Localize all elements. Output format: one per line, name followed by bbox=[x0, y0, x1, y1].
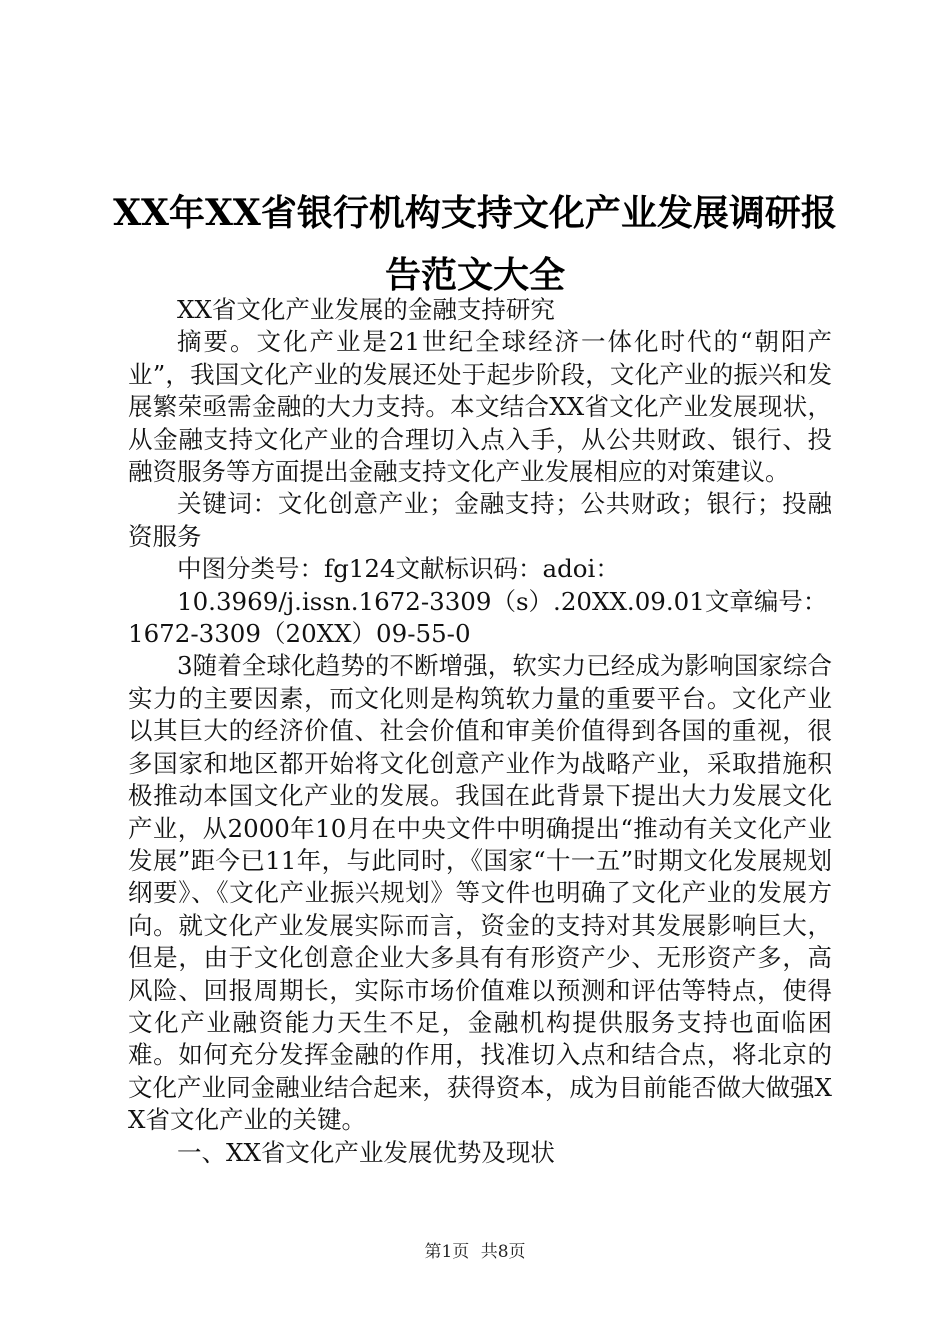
section-heading: 一、XX省文化产业发展优势及现状 bbox=[177, 1137, 555, 1167]
paragraph-keywords: 关键词：文化创意产业；金融支持；公共财政；银行；投融资服务 bbox=[128, 489, 832, 551]
document-body bbox=[128, 294, 832, 1169]
document-title: XX年XX省银行机构支持文化产业发展调研报告范文大全 bbox=[113, 192, 837, 296]
paragraph-abstract: 摘要。文化产业是21世纪全球经济一体化时代的“朝阳产业”，我国文化产业的发展还处于起步阶段，文化产业的振兴和发展繁荣亟需金融的大力支持。本文结合XX省文化产业发展现状，从金融支持文化产业的合理切入点入手，从公共财政、银行、投融资服务等方面提出金融支持文化产业发展相应的对策建议。 bbox=[128, 327, 832, 487]
page-footer bbox=[0, 1241, 950, 1263]
paragraph-introduction: 3随着全球化趋势的不断增强，软实力已经成为影响国家综合实力的主要因素，而文化则是构筑软力量的重要平台。文化产业以其巨大的经济价值、社会价值和审美价值得到各国的重视，很多国家和地区都开始将文化创意产业作为战略产业，采取措施积极推动本国文化产业的发展。我国在此背景下提出大力发展文化产业，从2000年10月在中央文件中明确提出“推动有关文化产业发展”距今已11年，与此同时，《国家“十一五”时期文化发展规划纲要》、《文化产业振兴规划》等文件也明确了文化产业的发展方向。就文化产业发展实际而言，资金的支持对其发展影响巨大，但是，由于文化创意企业大多具有有形资产少、无形资产多，高风险、回报周期长，实际市场价值难以预测和评估等特点，使得文化产业融资能力天生不足，金融机构提供服务支持也面临困难。如何充分发挥金融的作用，找准切入点和结合点，将北京的文化产业同金融业结合起来，获得资本，成为目前能否做大做强XX省文化产业的关键。 bbox=[128, 651, 832, 1135]
paragraph-doi: 10.3969/j.issn.1672-3309（s）.20XX.09.01文章编号： bbox=[177, 586, 828, 616]
paragraph-classification: 中图分类号：fg124文献标识码：adoi： bbox=[177, 554, 620, 584]
page-total: 共8页 bbox=[480, 1242, 526, 1262]
paragraph-article-number: 1672-3309（20XX）09-55-0 bbox=[128, 619, 471, 649]
page-number: 第1页 bbox=[424, 1242, 470, 1262]
paragraph-subtitle: XX省文化产业发展的金融支持研究 bbox=[177, 295, 555, 324]
